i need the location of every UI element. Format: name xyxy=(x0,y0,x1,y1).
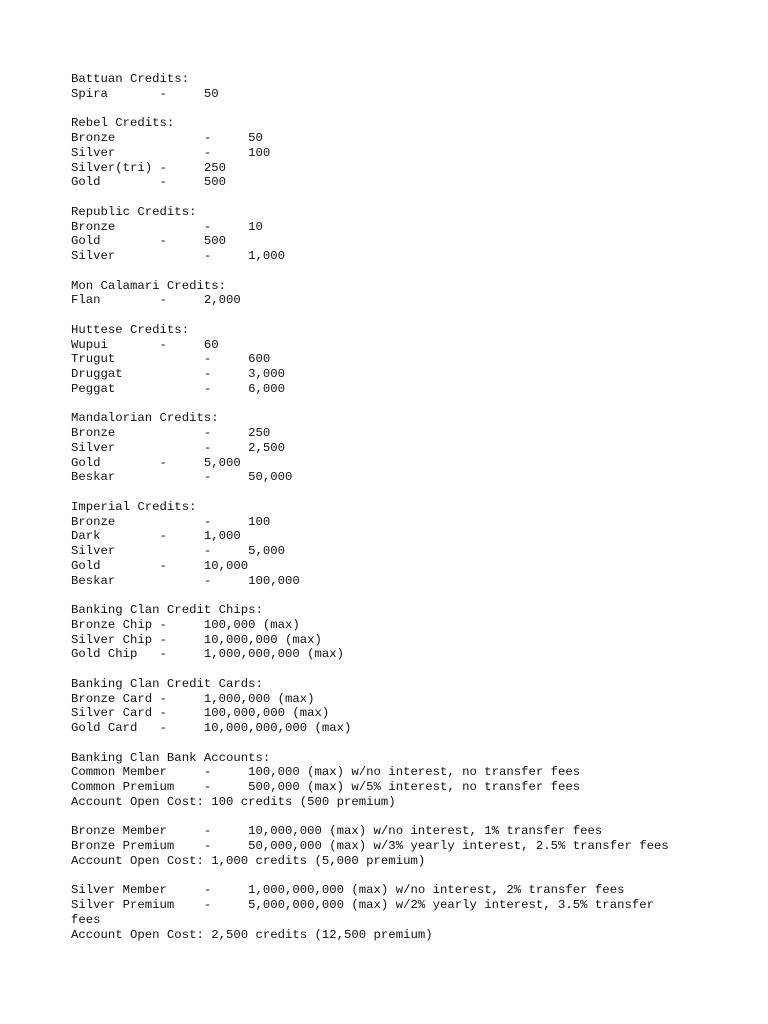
text-line: Silver Card - 100,000,000 (max) xyxy=(71,706,330,721)
text-line: Gold - 500 xyxy=(71,234,226,249)
text-line: Bronze - 100 xyxy=(71,514,271,529)
text-line: Huttese Credits: xyxy=(71,322,190,337)
text-line: fees xyxy=(71,912,101,927)
text-line: Battuan Credits: xyxy=(71,72,190,86)
text-line: Peggat - 6,000 xyxy=(71,381,286,396)
text-line: Account Open Cost: 100 credits (500 premium) xyxy=(71,794,396,809)
text-line: Bronze Chip - 100,000 (max) xyxy=(71,617,300,632)
text-line xyxy=(71,588,711,603)
text-line: Gold - 10,000 xyxy=(71,558,249,573)
text-line xyxy=(71,736,711,751)
text-line: Silver Chip - 10,000,000 (max) xyxy=(71,632,322,647)
text-line: Beskar - 100,000 xyxy=(71,573,300,588)
text-line: Dark - 1,000 xyxy=(71,529,241,544)
text-line: Druggat - 3,000 xyxy=(71,367,286,381)
text-line xyxy=(71,264,711,279)
text-line: Bronze - 50 xyxy=(71,131,263,145)
text-line: Silver - 2,500 xyxy=(71,440,286,455)
text-line: Spira - 50 xyxy=(71,86,219,101)
text-line xyxy=(71,662,711,677)
text-line: Silver Premium - 5,000,000,000 (max) w/2% yearly interest, 3.5% transfer xyxy=(71,898,654,912)
text-line: Common Member - 100,000 (max) w/no interest, no transfer fees xyxy=(71,765,581,780)
text-line: Silver - 1,000 xyxy=(71,249,286,263)
text-line xyxy=(71,102,711,117)
text-line: Flan - 2,000 xyxy=(71,293,241,308)
text-line: Gold Card - 10,000,000,000 (max) xyxy=(71,721,352,735)
text-line: Bronze Card - 1,000,000 (max) xyxy=(71,691,315,706)
text-line xyxy=(71,190,711,205)
text-line: Account Open Cost: 2,500 credits (12,500 premium) xyxy=(71,927,433,942)
text-line xyxy=(71,397,711,412)
text-line: Banking Clan Credit Cards: xyxy=(71,676,263,691)
text-line: Mandalorian Credits: xyxy=(71,411,219,426)
text-line: Bronze Member - 10,000,000 (max) w/no interest, 1% transfer fees xyxy=(71,824,603,839)
text-line: Mon Calamari Credits: xyxy=(71,278,226,293)
text-line xyxy=(71,485,711,500)
text-line: Gold - 500 xyxy=(71,175,226,190)
text-line: Beskar - 50,000 xyxy=(71,470,293,485)
text-line: Silver - 5,000 xyxy=(71,544,286,558)
text-line: Common Premium - 500,000 (max) w/5% interest, no transfer fees xyxy=(71,780,581,794)
text-line: Republic Credits: xyxy=(71,204,197,219)
text-line: Trugut - 600 xyxy=(71,352,271,367)
text-line: Rebel Credits: xyxy=(71,116,175,131)
text-line xyxy=(71,308,711,323)
text-line: Gold - 5,000 xyxy=(71,455,241,470)
text-line: Account Open Cost: 1,000 credits (5,000 premium) xyxy=(71,853,426,868)
text-line: Silver Member - 1,000,000,000 (max) w/no interest, 2% transfer fees xyxy=(71,883,625,898)
text-line: Gold Chip - 1,000,000,000 (max) xyxy=(71,647,345,662)
text-line xyxy=(71,810,711,825)
text-line: Silver - 100 xyxy=(71,145,271,160)
text-line: Banking Clan Bank Accounts: xyxy=(71,750,271,765)
text-line: Bronze - 10 xyxy=(71,219,263,234)
text-line: Silver(tri) - 250 xyxy=(71,160,226,175)
text-line: Banking Clan Credit Chips: xyxy=(71,603,263,617)
text-line: Wupui - 60 xyxy=(71,337,219,352)
text-line: Imperial Credits: xyxy=(71,499,197,514)
document-page xyxy=(71,72,711,942)
text-line xyxy=(71,869,711,884)
text-line: Bronze Premium - 50,000,000 (max) w/3% yearly interest, 2.5% transfer fees xyxy=(71,839,669,853)
text-line: Bronze - 250 xyxy=(71,426,271,440)
